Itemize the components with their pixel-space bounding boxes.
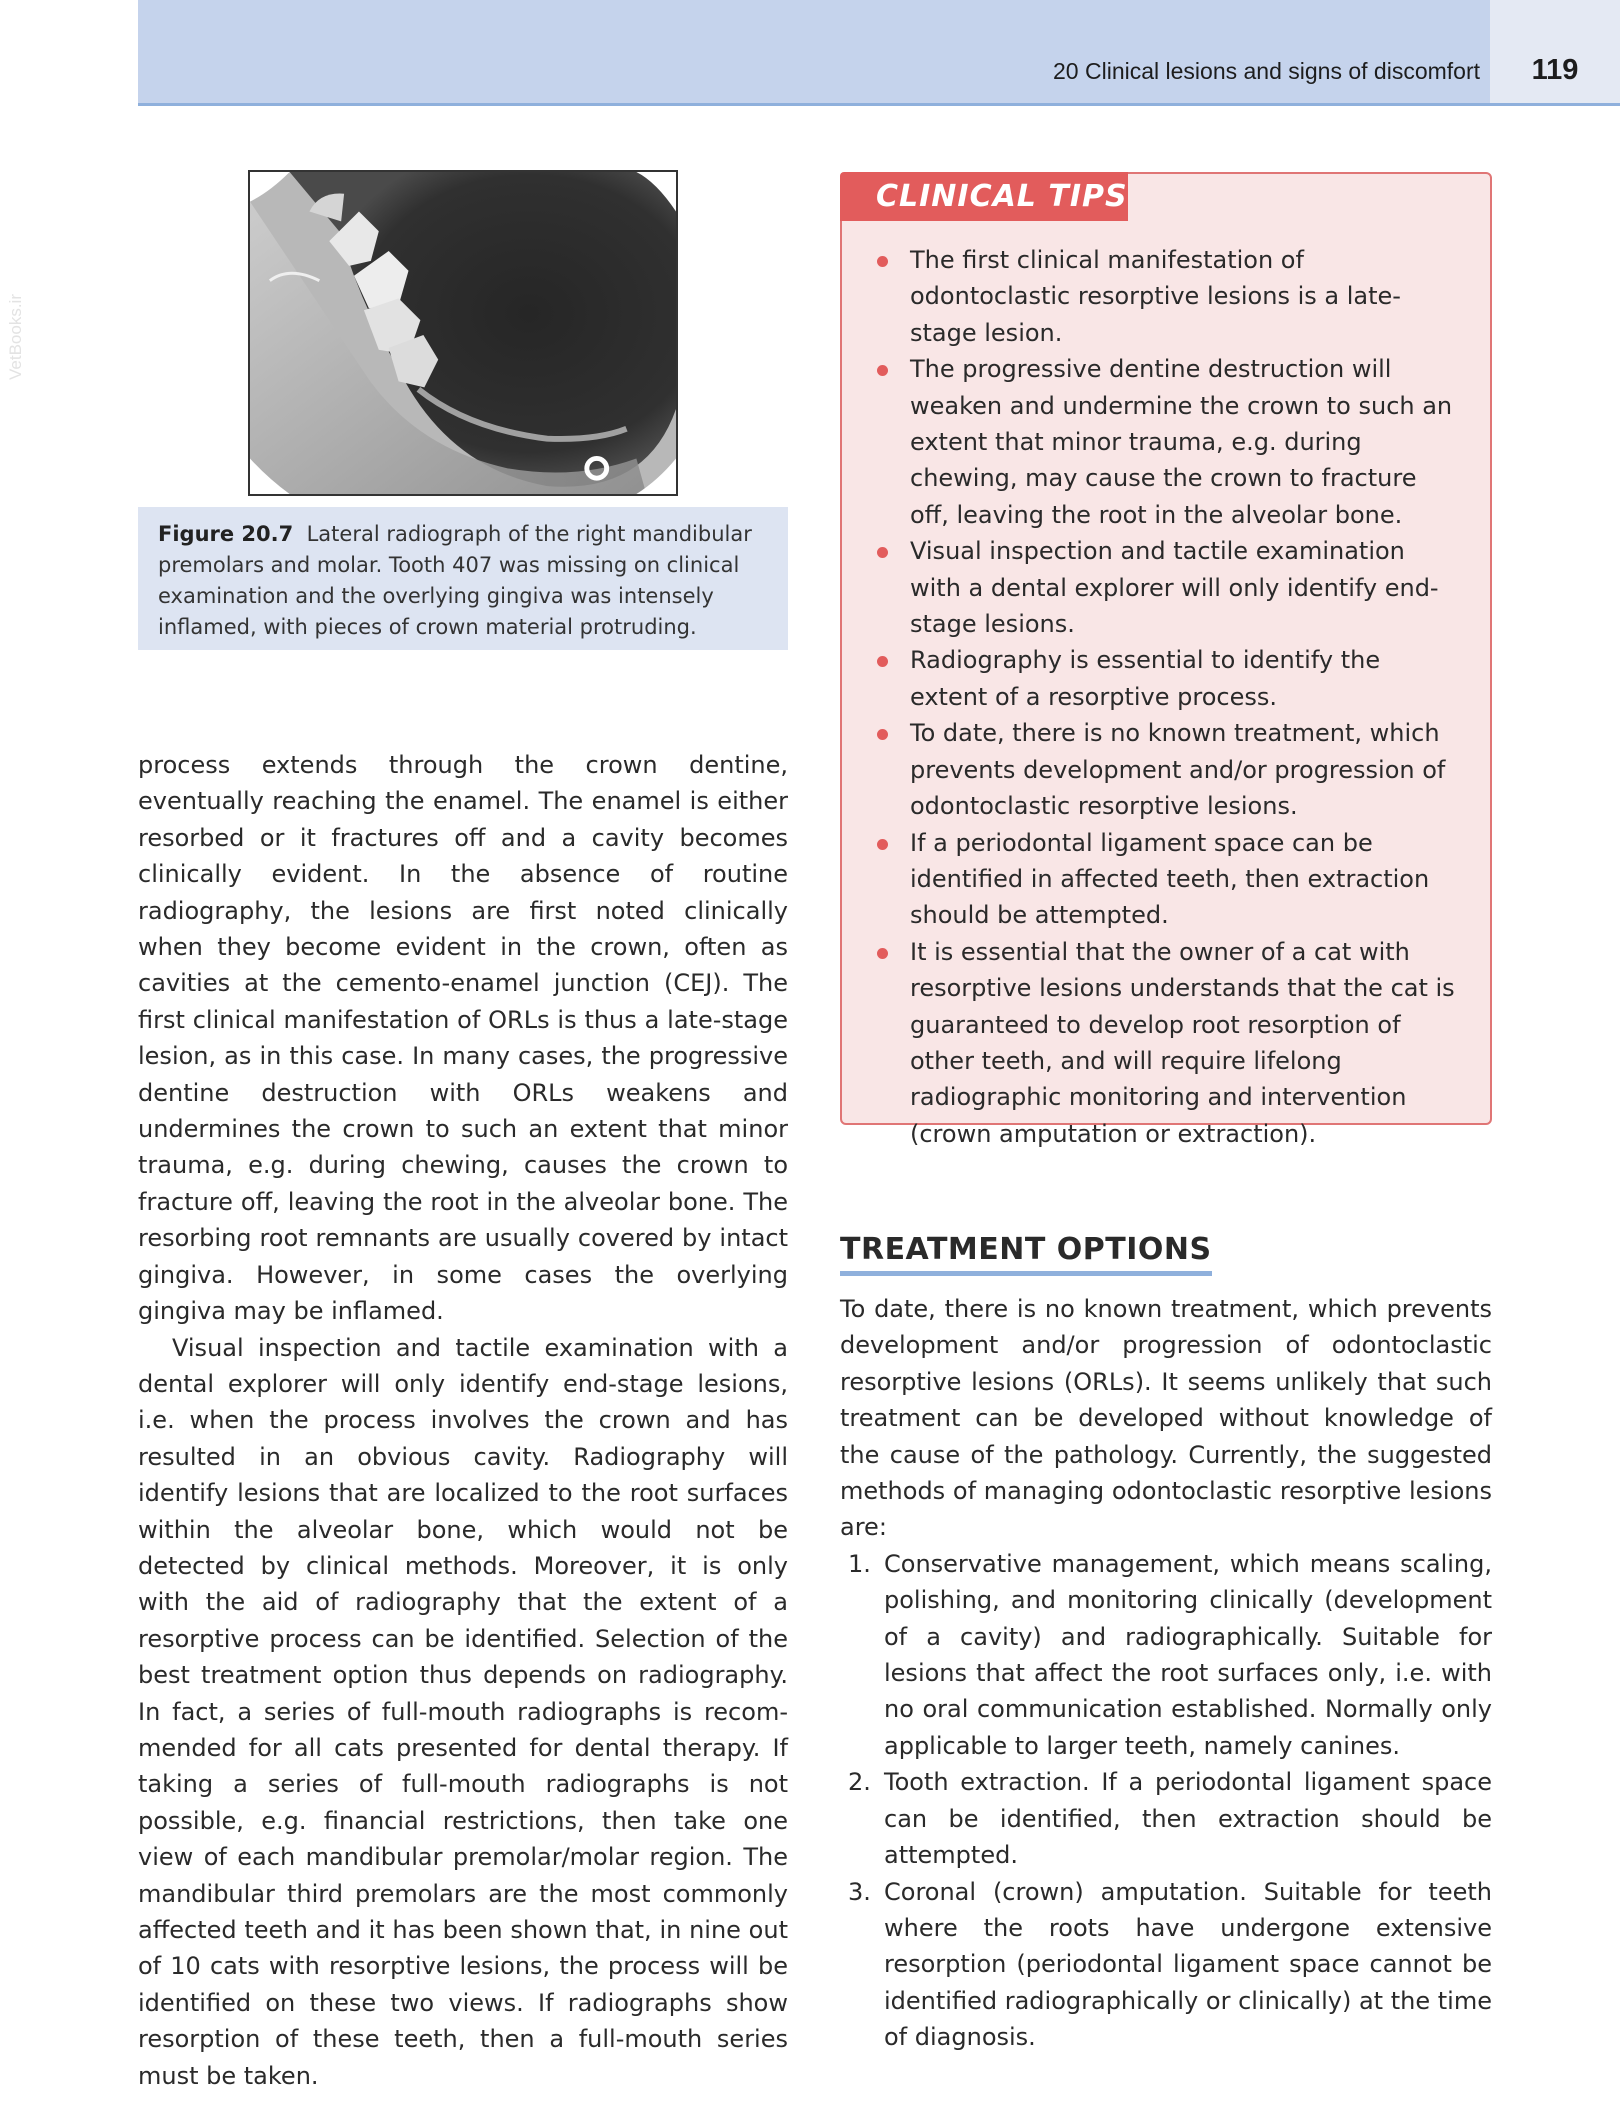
clinical-tips-box: [840, 172, 1492, 1148]
bullet-icon: [877, 365, 888, 376]
treatment-option-text: Conservative management, which means scaling, polishing, and monitoring clinically (development of a cavity) and radiographically. Suitable for lesions that affect the root surfaces only, i.e. with no oral communication established. Normally only applicable to larger teeth, namely canines.: [884, 1549, 1492, 1760]
clinical-tip-text: Visual inspection and tactile examination with a dental explorer will only identify end-stage lesions.: [910, 537, 1439, 639]
bullet-icon: [877, 729, 888, 740]
clinical-tip-item: [910, 715, 1462, 824]
list-number: 1.: [848, 1549, 871, 1578]
treatment-option-text: Coronal (crown) amputation. Suitable for teeth where the roots have undergone extensive resorption (periodontal ligament space cannot be identified radiographically or clinically) at the time of diagnosis.: [884, 1877, 1492, 2052]
watermark: VetBooks.ir: [6, 294, 25, 380]
treatment-option-text: Tooth extraction. If a periodontal ligament space can be identified, then extraction should be attempted.: [884, 1768, 1492, 1870]
clinical-tip-item: [910, 642, 1462, 715]
radiograph-figure: [248, 170, 678, 496]
clinical-tip-item: [910, 825, 1462, 934]
clinical-tip-text: The progressive dentine destruction will weaken and undermine the crown to such an extent that minor trauma, e.g. during chewing, may cause the crown to fracture off, leaving the root in the alveolar bone.: [910, 355, 1453, 529]
bullet-icon: [877, 547, 888, 558]
body-paragraph-1: process extends through the crown dentine, eventually reaching the enamel. The enamel is either resorbed or it fractures off and a cavity becomes clinically evident. In the absence of routine radiography, the lesions are first noted clinically when they become evident in the crown, often as cavities at the cemento-enamel junction (CEJ). The first clinical manifestation of ORLs is thus a late-stage lesion, as in this case. In many cases, the progressive dentine destruction with ORLs weakens and undermines the crown to such an extent that minor trauma, e.g. during chewing, causes the crown to fracture off, leaving the root in the alveolar bone. The resorbing root remnants are usually covered by intact gingiva. However, in some cases the overlying gingiva may be inflamed.: [138, 751, 788, 1326]
radiograph-image: [250, 172, 676, 494]
clinical-tip-item: [910, 351, 1462, 533]
clinical-tip-item: [910, 533, 1462, 642]
treatment-intro: To date, there is no known treatment, which prevents development and/or progression of odontoclastic resorptive lesions (ORLs). It seems unlikely that such treatment can be developed without knowledge of the cause of the pathology. Currently, the suggested methods of managing odontoclastic resorptive lesions are:: [840, 1295, 1492, 1542]
right-body-column: [840, 1291, 1492, 2056]
page-number: 119: [1531, 54, 1579, 86]
body-paragraph-2: Visual inspection and tactile examination with a dental explorer will only identify end-stage lesions, i.e. when the process involves the crown and has resulted in an obvious cavity. Radiography will identify lesions that are localized to the root surfaces within the alveolar bone, which would not be detected by clinical methods. Moreover, it is only with the aid of radiography that the extent of a resorptive process can be identified. Selection of the best treatment option thus depends on radiography. In fact, a series of full-mouth radiographs is recommended for all cats presented for dental therapy. If taking a series of full-mouth radiographs is not possible, e.g. financial restrictions, then take one view of each mandibular premolar/molar region. The mandibular third premolars are the most commonly affected teeth and it has been shown that, in nine out of 10 cats with resorptive lesions, the process will be identified on these two views. If radiographs show resorption of these teeth, then a full-mouth series must be taken.: [138, 1333, 788, 2090]
clinical-tip-text: Radiography is essential to identify the extent of a resorptive process.: [910, 646, 1381, 711]
treatment-options-heading: TREATMENT OPTIONS: [840, 1232, 1212, 1276]
figure-label: Figure 20.7: [158, 522, 294, 546]
list-number: 2.: [848, 1768, 871, 1797]
running-head: 20 Clinical lesions and signs of discomfort: [1053, 58, 1480, 84]
clinical-tip-text: The first clinical manifestation of odontoclastic resorptive lesions is a late-stage lesion.: [910, 246, 1401, 347]
clinical-tip-text: It is essential that the owner of a cat with resorptive lesions understands that the cat is guaranteed to develop root resorption of other teeth, and will require lifelong radiographic monitoring and intervention (crown amputation or extraction).: [910, 937, 1455, 1148]
treatment-options-list: [840, 1546, 1492, 2056]
figure-caption: [138, 507, 788, 650]
bullet-icon: [877, 656, 888, 667]
clinical-tip-item: [910, 934, 1462, 1152]
list-number: 3.: [848, 1877, 871, 1906]
clinical-tip-item: [910, 242, 1462, 351]
bullet-icon: [877, 256, 888, 267]
treatment-option-item: [840, 1764, 1492, 1873]
figure-caption-text: Lateral radiograph of the right mandibular premolars and molar. Tooth 407 was missing on clinical examination and the overlying gingiva was intensely inflamed, with pieces of crown material protruding.: [158, 522, 752, 639]
left-body-column: [138, 747, 788, 2094]
page-number-tab: [1490, 0, 1620, 106]
clinical-tip-text: If a periodontal ligament space can be identified in affected teeth, then extraction should be attempted.: [910, 828, 1430, 930]
bullet-icon: [877, 839, 888, 850]
header-band: [138, 0, 1490, 106]
clinical-tips-title: CLINICAL TIPS: [840, 172, 1128, 221]
treatment-option-item: [840, 1546, 1492, 1764]
clinical-tip-text: To date, there is no known treatment, which prevents development and/or progression of odontoclastic resorptive lesions.: [910, 719, 1446, 821]
clinical-tips-list: [910, 242, 1462, 1152]
bullet-icon: [877, 948, 888, 959]
treatment-option-item: [840, 1874, 1492, 2056]
